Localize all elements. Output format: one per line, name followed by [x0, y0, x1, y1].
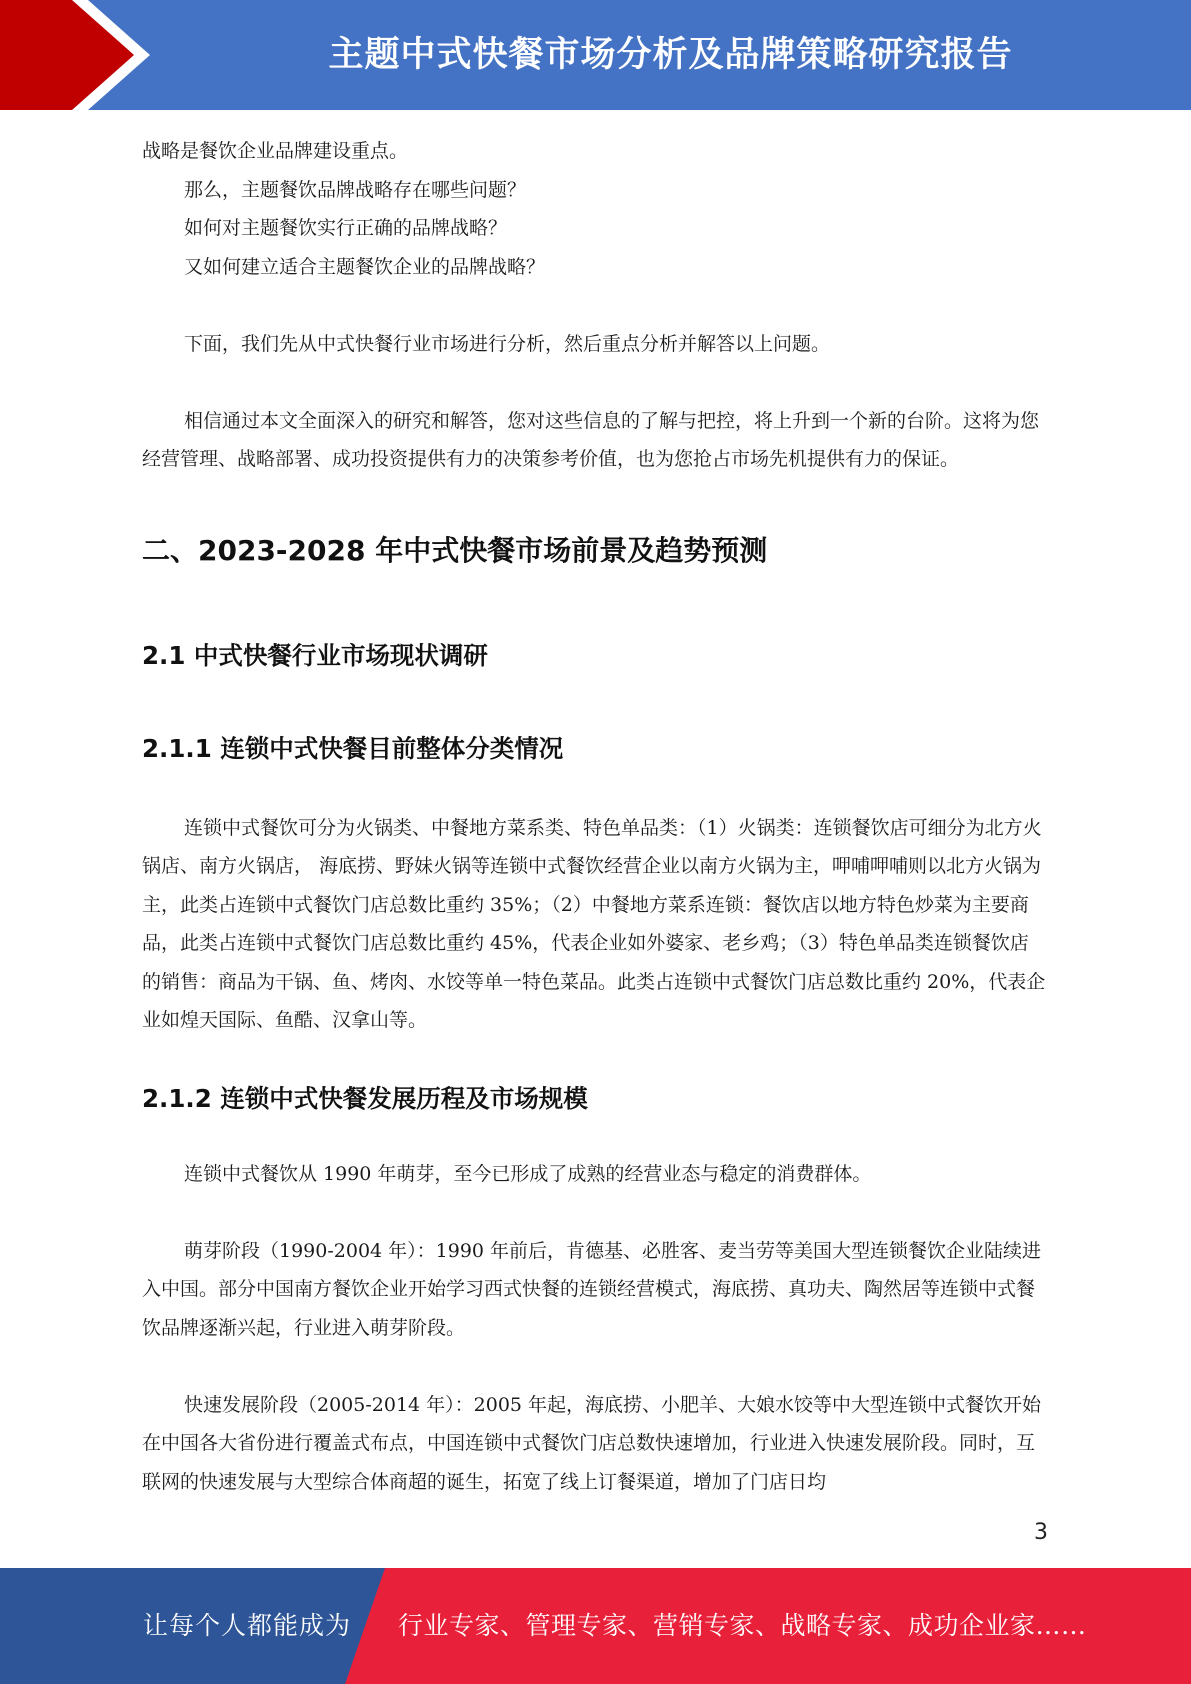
- section-2-1-2-heading: 2.1.2 连锁中式快餐发展历程及市场规模: [142, 1083, 588, 1113]
- section-2-1-2-paragraph-2: 萌芽阶段（1990-2004 年）：1990 年前后，肯德基、必胜客、麦当劳等美国大型连锁餐饮企业陆续进入中国。部分中国南方餐饮企业开始学习西式快餐的连锁经营模式，海底捞、真功夫、陶然居等连锁中式餐饮品牌逐渐兴起，行业进入萌芽阶段。: [142, 1239, 1042, 1339]
- section-2-1-2-paragraph-1: 连锁中式餐饮从 1990 年萌芽，至今已形成了成熟的经营业态与稳定的消费群体。: [184, 1162, 872, 1185]
- section-2-heading: 二、2023-2028 年中式快餐市场前景及趋势预测: [142, 533, 768, 567]
- footer-slogan-left: 让每个人都能成为: [143, 1611, 352, 1640]
- section-2-1-2-paragraph-3: 快速发展阶段（2005-2014 年）：2005 年起，海底捞、小肥羊、大娘水饺等中大型连锁中式餐饮开始在中国各大省份进行覆盖式布点，中国连锁中式餐饮门店总数快速增加，行业进入快速发展阶段。同时，互联网的快速发展与大型综合体商超的诞生，拓宽了线上订餐渠道，增加了门店日均: [142, 1393, 1042, 1493]
- intro-paragraph-2: 下面，我们先从中式快餐行业市场进行分析，然后重点分析并解答以上问题。: [184, 332, 831, 355]
- report-title: 主题中式快餐市场分析及品牌策略研究报告: [328, 35, 1013, 75]
- page-header: [0, 0, 1191, 110]
- section-2-1-1-paragraph: 连锁中式餐饮可分为火锅类、中餐地方菜系类、特色单品类：（1）火锅类：连锁餐饮店可细分为北方火锅店、南方火锅店， 海底捞、野妹火锅等连锁中式餐饮经营企业以南方火锅为主，呷哺呷哺则以北方火锅为主，此类占连锁中式餐饮门店总数比重约 35%；（2）中餐地方菜系连锁：餐饮店以地方特色炒菜为主要商品，此类占连锁中式餐饮门店总数比重约 45%，代表企业如外婆家、老乡鸡；（3）特色单品类连锁餐饮店的销售：商品为干锅、鱼、烤肉、水饺等单一特色菜品。此类占连锁中式餐饮门店总数比重约 20%，代表企业如煌天国际、鱼酷、汉拿山等。: [142, 816, 1046, 1031]
- page-footer: [0, 1568, 1191, 1684]
- intro-paragraph: 战略是餐饮企业品牌建设重点。: [142, 140, 409, 162]
- intro-question-1: 那么，主题餐饮品牌战略存在哪些问题？: [184, 178, 527, 201]
- section-2-1-heading: 2.1 中式快餐行业市场现状调研: [142, 640, 488, 670]
- document-body: [142, 132, 1047, 1501]
- header-red-chevron: [0, 0, 150, 110]
- intro-question-3: 又如何建立适合主题餐饮企业的品牌战略？: [184, 255, 546, 278]
- footer-slogan-right: 行业专家、管理专家、营销专家、战略专家、成功企业家……: [398, 1611, 1087, 1640]
- page-number: 3: [1034, 1520, 1048, 1545]
- section-2-1-1-heading: 2.1.1 连锁中式快餐目前整体分类情况: [142, 733, 564, 763]
- intro-question-2: 如何对主题餐饮实行正确的品牌战略？: [184, 217, 508, 239]
- intro-paragraph-3: 相信通过本文全面深入的研究和解答，您对这些信息的了解与把控，将上升到一个新的台阶。这将为您经营管理、战略部署、成功投资提供有力的决策参考价值，也为您抢占市场先机提供有力的保证。: [142, 409, 1040, 470]
